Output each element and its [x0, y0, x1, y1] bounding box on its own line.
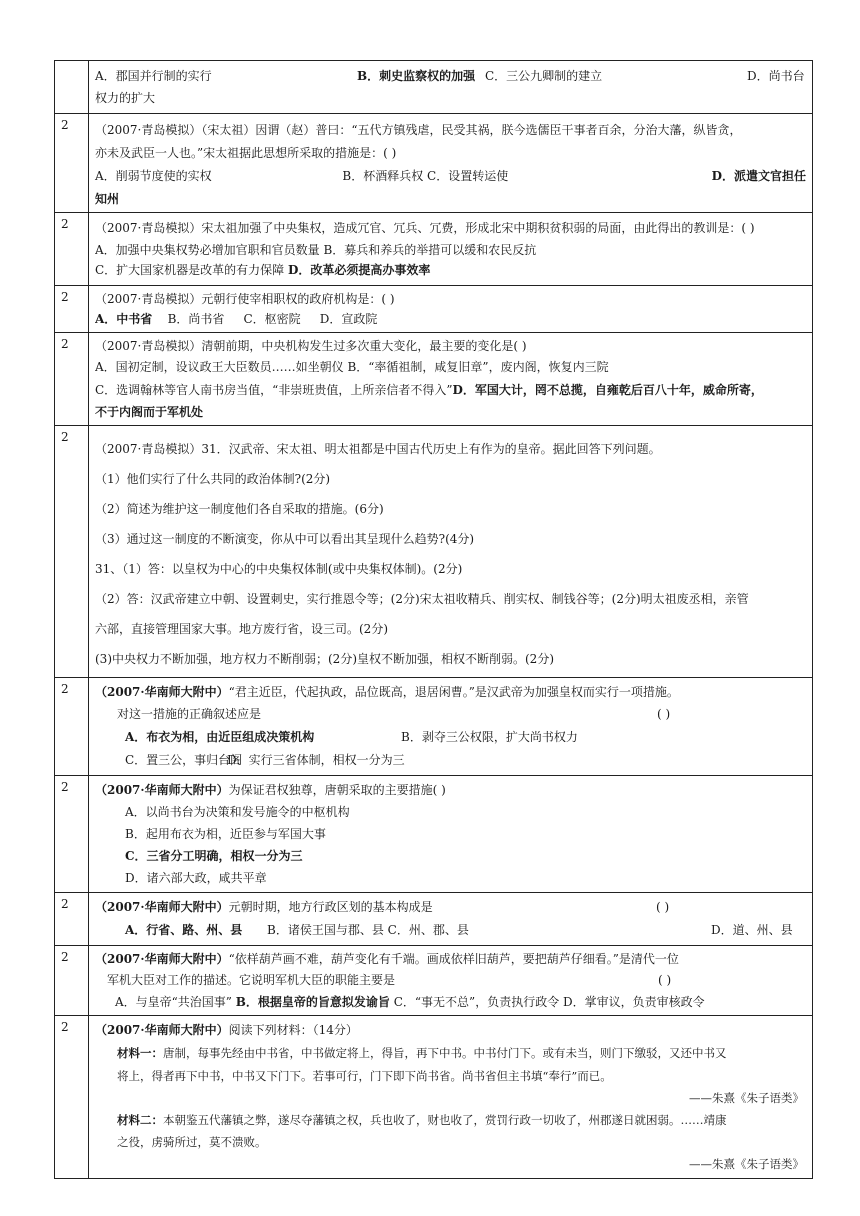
- option-b: B．根据皇帝的旨意拟发谕旨: [235, 995, 390, 1009]
- table-row: [55, 946, 813, 1016]
- row-number: [55, 61, 89, 114]
- option-a: A．削弱节度使的实权: [95, 169, 212, 183]
- row-number: 2: [55, 946, 89, 1016]
- option-c: C．扩大国家机器是改革的有力保障: [95, 263, 288, 277]
- material-1-text: 唐制，每事先经由中书省，中书做定将上，得旨，再下中书。中书付门下。或有未当，则门下缴驳，又还中书又: [163, 1046, 727, 1060]
- option-d: D．派遣文官担任: [711, 169, 806, 183]
- question-text: （2007·青岛模拟）31．汉武帝、宋太祖、明太祖都是中国古代历史上有作为的皇帝。据此回答下列问题。: [95, 442, 661, 456]
- question-text-cont: 亦未及武臣一人也。”宋太祖据此思想所采取的措施是：( ): [95, 146, 397, 160]
- option-d: D．改革必须提高办事效率: [288, 263, 431, 277]
- option-d-cont: 权力的扩大: [95, 91, 156, 105]
- table-row: [55, 114, 813, 213]
- row-number: 2: [55, 893, 89, 946]
- option-a: A．与皇帝“共治国事”: [115, 995, 236, 1009]
- option-b: B．起用布衣为相，近臣参与军国大事: [125, 827, 326, 841]
- row-number: 2: [55, 114, 89, 213]
- question-text: “依样葫芦画不难，葫芦变化有千端。画成依样旧葫芦，要把葫芦仔细看。”是清代一位: [228, 952, 679, 966]
- table-row: [55, 1016, 813, 1179]
- question-text-cont: 军机大臣对工作的描述。它说明军机大臣的职能主要是: [107, 973, 396, 987]
- table-row: [55, 213, 813, 286]
- material-2-text: 本朝鉴五代藩镇之弊，遂尽夺藩镇之权，兵也收了，财也收了，赏罚行政一切收了，州郡遂日就困弱。……靖康: [163, 1113, 727, 1127]
- material-2-source: ——朱熹《朱子语类》: [689, 1157, 804, 1171]
- option-b: B．剥夺三公权限，扩大尚书权力: [401, 730, 578, 744]
- answer-3: (3)中央权力不断加强，地方权力不断削弱；(2分)皇权不断加强，相权不断削弱。(2分): [95, 652, 554, 666]
- option-a: A．郡国并行制的实行: [95, 69, 212, 83]
- question-text: （2007·青岛模拟）元朝行使宰相职权的政府机构是：( ): [95, 292, 395, 306]
- answer-paren: ( ): [656, 900, 670, 914]
- material-1-heading: 材料一：: [117, 1046, 163, 1060]
- question-source: （2007·华南师大附中）: [95, 900, 229, 914]
- question-source: （2007·华南师大附中）: [95, 685, 229, 699]
- option-d: D．道、州、县: [711, 923, 793, 937]
- question-text: “君主近臣，代起执政，品位既高，退居闲曹。”是汉武帝为加强皇权而实行一项措施。: [228, 685, 679, 699]
- table-row: [55, 333, 813, 426]
- sub-question-2: （2）简述为维护这一制度他们各自采取的措施。(6分): [95, 502, 384, 516]
- option-a: A．以尚书台为决策和发号施令的中枢机构: [125, 805, 350, 819]
- question-text: 为保证君权独尊，唐朝采取的主要措施( ): [228, 783, 446, 797]
- option-c: C．选调翰林等官人南书房当值，“非崇班贵值，上所亲信者不得入”: [95, 383, 453, 397]
- table-row: [55, 61, 813, 114]
- option-c: C．三省分工明确，相权一分为三: [125, 849, 303, 863]
- answer-2: （2）答：汉武帝建立中朝、设置刺史，实行推恩令等；(2分)宋太祖收精兵、削实权、制钱谷等；(2分)明太祖废丞相，亲管: [95, 592, 749, 606]
- options-ab: A．国初定制，设议政王大臣数员……如坐朝仪 B．“率循祖制，咸复旧章”，废内阁，恢复内三院: [95, 360, 609, 374]
- row-number: 2: [55, 678, 89, 776]
- material-1-text-cont: 将上，得者再下中书，中书又下门下。若事可行，门下即下尚书省。尚书省但主书填“奉行”而已。: [117, 1069, 612, 1083]
- option-d: D．尚书台: [747, 69, 805, 83]
- options-bc: B．诸侯王国与郡、县 C．州、郡、县: [267, 923, 469, 937]
- option-d-cont: 知州: [95, 192, 120, 206]
- question-text: 阅读下列材料：（14分）: [228, 1023, 358, 1037]
- options-ab: A．加强中央集权势必增加官职和官员数量 B．募兵和养兵的举措可以缓和农民反抗: [95, 243, 537, 257]
- row-number: 2: [55, 1016, 89, 1179]
- table-row: [55, 426, 813, 678]
- option-d: D．军国大计，罔不总揽，自雍乾后百八十年，威命所寄，: [452, 383, 763, 397]
- question-text: 元朝时期，地方行政区划的基本构成是: [228, 900, 433, 914]
- option-a: A．行省、路、州、县: [125, 923, 243, 937]
- question-source: （2007·华南师大附中）: [95, 783, 229, 797]
- sub-question-3: （3）通过这一制度的不断演变，你从中可以看出其呈现什么趋势?(4分): [95, 532, 475, 546]
- row-number: 2: [55, 426, 89, 678]
- option-a: A．布衣为相，由近臣组成决策机构: [125, 730, 315, 744]
- options-cd: C．“事无不总”，负责执行政令 D．掌审议，负责审核政令: [389, 995, 705, 1009]
- table-row: [55, 286, 813, 333]
- row-number: 2: [55, 213, 89, 286]
- answer-2-cont: 六部，直接管理国家大事。地方废行省，设三司。(2分): [95, 622, 389, 636]
- answer-paren: ( ): [657, 707, 671, 721]
- option-d: D．实行三省体制，相权一分为三: [227, 753, 405, 767]
- row-number: 2: [55, 776, 89, 893]
- answer-1: 31、（1）答：以皇权为中心的中央集权体制(或中央集权体制)。(2分): [95, 562, 463, 576]
- question-text-cont: 对这一措施的正确叙述应是: [117, 707, 262, 721]
- material-2-text-cont: 之役，虏骑所过，莫不溃败。: [117, 1135, 267, 1149]
- question-text: （2007·青岛模拟）宋太祖加强了中央集权，造成冗官、冗兵、冗费，形成北宋中期积贫积弱的局面，由此得出的教训是：( ): [95, 221, 755, 235]
- table-row: [55, 678, 813, 776]
- option-d-cont: 不于内阁而于军机处: [95, 405, 204, 419]
- table-row: [55, 776, 813, 893]
- question-table: [54, 60, 813, 1179]
- option-c: C．三公九卿制的建立: [485, 69, 603, 83]
- answer-paren: ( ): [658, 973, 672, 987]
- row-number: 2: [55, 333, 89, 426]
- row-number: 2: [55, 286, 89, 333]
- material-2-heading: 材料二：: [117, 1113, 163, 1127]
- option-bc: B．杯酒释兵权 C．设置转运使: [342, 169, 509, 183]
- question-source: （2007·华南师大附中）: [95, 1023, 229, 1037]
- option-c: C．置三公，事归台阁: [125, 753, 243, 767]
- option-b: B．刺史监察权的加强: [357, 69, 476, 83]
- sub-question-1: （1）他们实行了什么共同的政治体制?(2分): [95, 472, 331, 486]
- question-text: （2007·青岛模拟）（宋太祖）因谓（赵）普曰：“五代方镇残虐，民受其祸，朕今选儒臣干事者百余，分治大藩，纵皆贪，: [95, 123, 742, 137]
- option-a: A．中书省: [95, 312, 153, 326]
- options-bcd: B．尚书省 C．枢密院 D．宣政院: [152, 312, 378, 326]
- question-text: （2007·青岛模拟）清朝前期，中央机构发生过多次重大变化，最主要的变化是( ): [95, 339, 527, 353]
- option-d: D．诸六部大政，咸共平章: [125, 871, 267, 885]
- material-1-source: ——朱熹《朱子语类》: [689, 1091, 804, 1105]
- question-source: （2007·华南师大附中）: [95, 952, 229, 966]
- table-row: [55, 893, 813, 946]
